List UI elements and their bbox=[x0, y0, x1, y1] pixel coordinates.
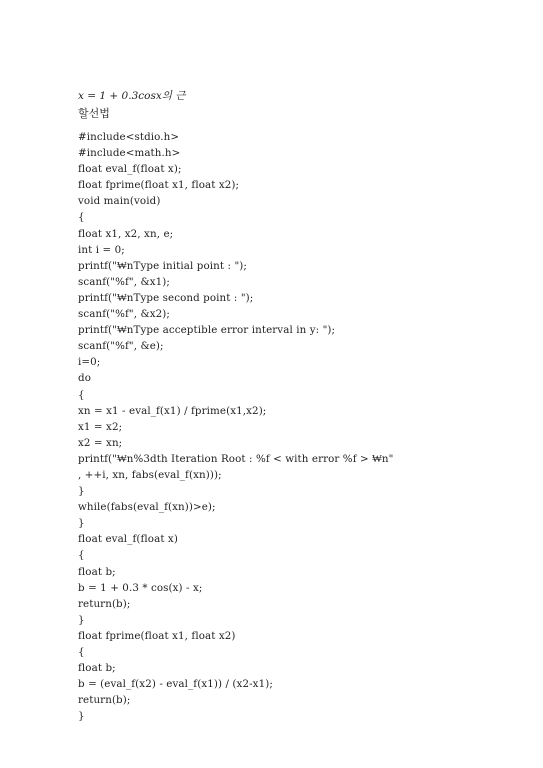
code-line: b = 1 + 0.3 * cos(x) - x; bbox=[78, 581, 203, 594]
code-line: float fprime(float x1, float x2); bbox=[78, 179, 240, 192]
code-block bbox=[78, 129, 393, 724]
code-line: scanf("%f", &e); bbox=[78, 340, 164, 353]
code-line: } bbox=[78, 485, 85, 498]
code-line: { bbox=[78, 549, 85, 562]
code-line: x2 = xn; bbox=[78, 436, 123, 449]
code-line: float eval_f(float x) bbox=[78, 533, 178, 546]
code-line: } bbox=[78, 613, 85, 626]
code-line: float fprime(float x1, float x2) bbox=[78, 629, 236, 642]
code-line: scanf("%f", &x1); bbox=[78, 275, 170, 288]
code-line: } bbox=[78, 710, 85, 723]
code-line: { bbox=[78, 388, 85, 401]
code-line: { bbox=[78, 211, 85, 224]
code-line: return(b); bbox=[78, 597, 131, 610]
code-line: printf("₩nType acceptible error interval in y: "); bbox=[78, 324, 336, 337]
formula-title: x = 1 + 0.3cosx의 근 bbox=[78, 90, 186, 102]
method-subtitle: 할선법 bbox=[78, 107, 110, 120]
code-line: { bbox=[78, 646, 85, 658]
code-line: float b; bbox=[78, 662, 116, 675]
code-line: } bbox=[78, 517, 85, 530]
code-line: while(fabs(eval_f(xn))>e); bbox=[78, 501, 216, 514]
code-line: b = (eval_f(x2) - eval_f(x1)) / (x2-x1); bbox=[78, 678, 273, 691]
code-line: float b; bbox=[78, 565, 116, 578]
code-line: x1 = x2; bbox=[78, 420, 123, 433]
document-header bbox=[78, 88, 185, 122]
code-line: printf("₩nType initial point : "); bbox=[78, 259, 247, 272]
code-line: void main(void) bbox=[78, 195, 161, 208]
code-line: printf("₩nType second point : "); bbox=[78, 291, 254, 304]
code-line: int i = 0; bbox=[78, 243, 125, 256]
code-line: i=0; bbox=[78, 356, 101, 369]
code-line: xn = x1 - eval_f(x1) / fprime(x1,x2); bbox=[78, 404, 267, 417]
code-line: #include<stdio.h> bbox=[78, 131, 180, 143]
code-line: float eval_f(float x); bbox=[78, 163, 182, 176]
code-line: do bbox=[78, 372, 91, 385]
code-line: scanf("%f", &x2); bbox=[78, 308, 170, 321]
code-line: #include<math.h> bbox=[78, 147, 181, 160]
code-line: , ++i, xn, fabs(eval_f(xn))); bbox=[78, 468, 222, 481]
code-line: float x1, x2, xn, e; bbox=[78, 227, 174, 240]
code-line: printf("₩n%3dth Iteration Root : %f < with error %f > ₩n" bbox=[78, 452, 394, 465]
code-line: return(b); bbox=[78, 694, 131, 707]
